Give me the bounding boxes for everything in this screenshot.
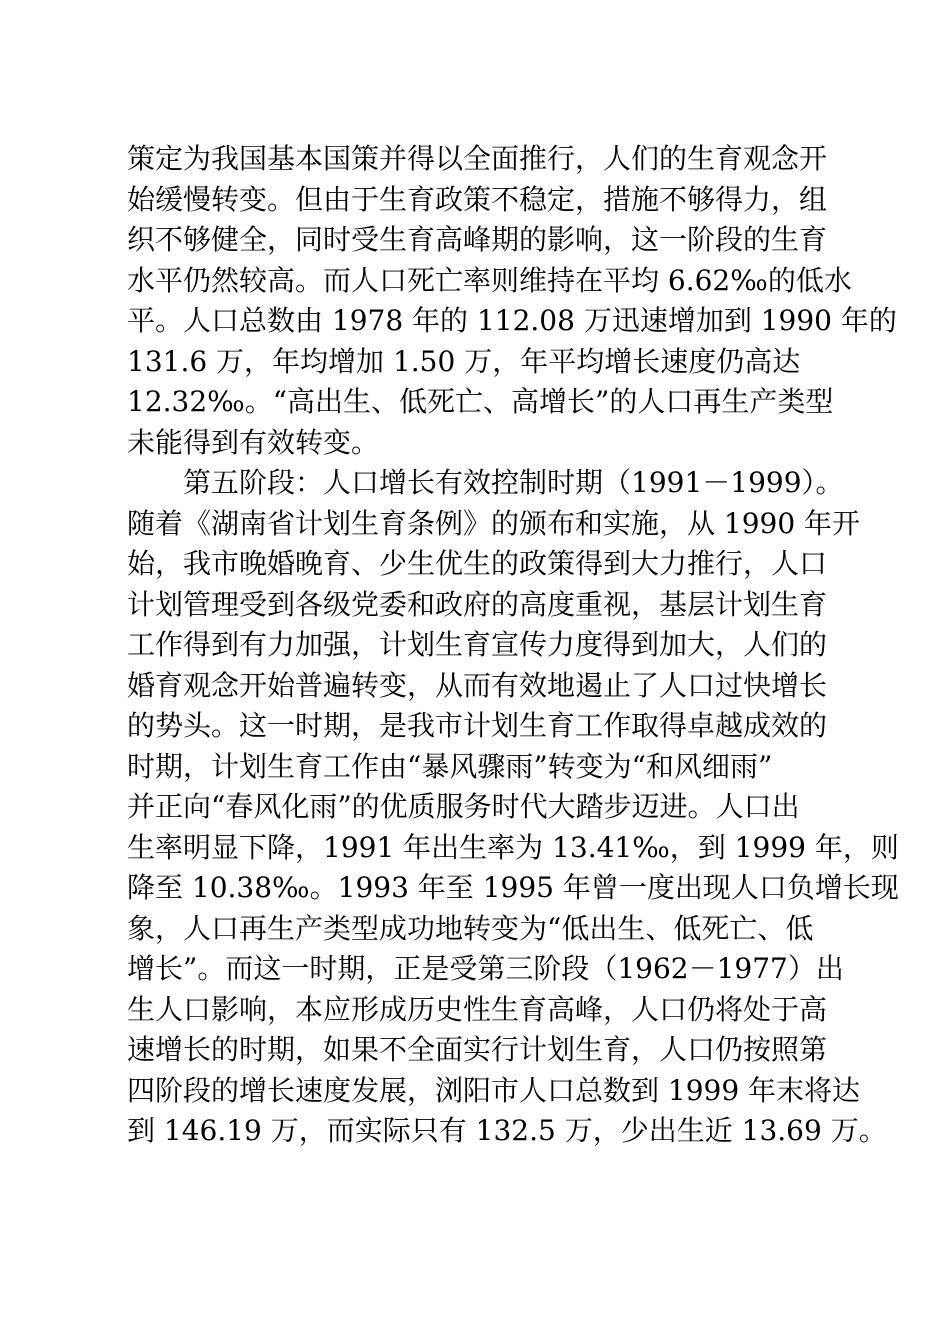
text-line: 未能得到有效转变。 (127, 425, 380, 459)
text-line: 到 146.19 万，而实际只有 132.5 万，少出生近 13.69 万。 (127, 1114, 887, 1147)
text-line: 的势头。这一时期，是我市计划生育工作取得卓越成效的 (127, 709, 828, 742)
paragraph-2 (127, 463, 899, 1152)
text-line: 速增长的时期，如果不全面实行计划生育，人口仍按照第 (127, 1033, 828, 1066)
text-line: 131.6 万，年均增加 1.50 万，年平均增长速度仍高达 (127, 344, 801, 378)
text-line: 生人口影响，本应形成历史性生育高峰，人口仍将处于高 (127, 992, 828, 1026)
text-line: 织不够健全，同时受生育高峰期的影响，这一阶段的生育 (127, 223, 828, 256)
paragraph-1 (127, 139, 897, 463)
text-line: 12.32‰。“高出生、低死亡、高增长”的人口再生产类型 (127, 385, 834, 418)
text-line: 四阶段的增长速度发展，浏阳市人口总数到 1999 年末将达 (127, 1073, 861, 1107)
text-line: 并正向“春风化雨”的优质服务时代大踏步迈进。人口出 (127, 790, 800, 823)
text-line: 计划管理受到各级党委和政府的高度重视，基层计划生育 (127, 587, 828, 621)
text-line: 婚育观念开始普遍转变，从而有效地遏止了人口过快增长 (127, 668, 828, 702)
text-line: 水平仍然较高。而人口死亡率则维持在平均 6.62‰的低水 (127, 263, 852, 297)
text-line: 随着《湖南省计划生育条例》的颁布和实施，从 1990 年开 (127, 506, 861, 540)
text-line: 降至 10.38‰。1993 年至 1995 年曾一度出现人口负增长现 (127, 871, 899, 904)
text-line: 始，我市晚婚晚育、少生优生的政策得到大力推行，人口 (127, 547, 828, 580)
text-line: 象，人口再生产类型成功地转变为“低出生、低死亡、低 (127, 911, 814, 945)
body-text (127, 139, 899, 1152)
text-line: 时期，计划生育工作由“暴风骤雨”转变为“和风细雨” (127, 749, 773, 783)
text-line: 策定为我国基本国策并得以全面推行，人们的生育观念开 (127, 142, 828, 175)
text-line: 增长”。而这一时期，正是受第三阶段（1962－1977）出 (127, 952, 844, 985)
text-line: 工作得到有力加强，计划生育宣传力度得到加大，人们的 (127, 628, 828, 661)
text-line: 第五阶段：人口增长有效控制时期（1991－1999）。 (127, 466, 844, 499)
text-line: 平。人口总数由 1978 年的 112.08 万迅速增加到 1990 年的 (127, 304, 897, 337)
text-line: 生率明显下降，1991 年出生率为 13.41‰，到 1999 年，则 (127, 830, 899, 864)
text-line: 始缓慢转变。但由于生育政策不稳定，措施不够得力，组 (127, 182, 828, 216)
